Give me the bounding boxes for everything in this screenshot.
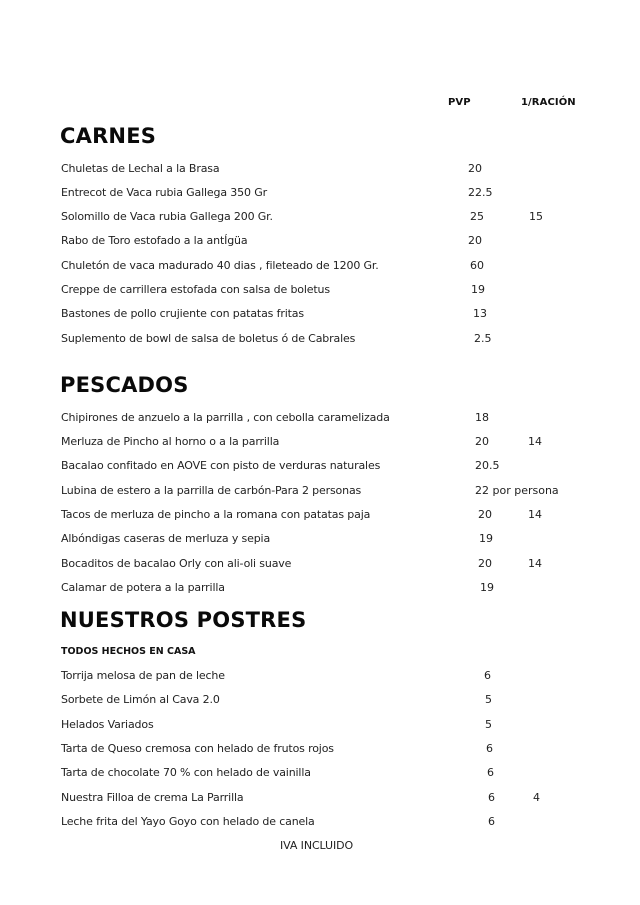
item-name: Tarta de chocolate 70 % con helado de vainilla	[61, 766, 311, 779]
item-price: 6	[484, 669, 491, 682]
menu-item	[0, 814, 640, 830]
item-price: 22 por persona	[475, 484, 559, 497]
item-price: 19	[479, 532, 493, 545]
item-ration-price: 15	[529, 210, 543, 223]
vat-included-note: IVA INCLUIDO	[280, 839, 354, 852]
item-name: Albóndigas caseras de merluza y sepia	[61, 532, 271, 545]
menu-item	[0, 233, 640, 249]
item-name: Chuletas de Lechal a la Brasa	[61, 162, 220, 175]
item-name: Tacos de merluza de pincho a la romana con patatas paja	[61, 508, 371, 521]
item-name: Leche frita del Yayo Goyo con helado de canela	[61, 815, 315, 828]
item-price: 25	[470, 210, 484, 223]
item-name: Bacalao confitado en AOVE con pisto de verduras naturales	[61, 459, 381, 472]
item-name: Calamar de potera a la parrilla	[61, 581, 225, 594]
item-price: 6	[488, 791, 495, 804]
menu-item	[0, 556, 640, 572]
menu-item	[0, 483, 640, 499]
item-price: 18	[475, 411, 489, 424]
item-name: Nuestra Filloa de crema La Parrilla	[61, 791, 244, 804]
item-price: 60	[470, 259, 484, 272]
menu-item	[0, 765, 640, 781]
menu-item	[0, 410, 640, 426]
item-name: Chuletón de vaca madurado 40 dias , fileteado de 1200 Gr.	[61, 259, 379, 272]
menu-item	[0, 282, 640, 298]
menu-item	[0, 741, 640, 757]
menu-item	[0, 458, 640, 474]
menu-item	[0, 580, 640, 596]
menu-item	[0, 531, 640, 547]
menu-item	[0, 717, 640, 733]
item-name: Rabo de Toro estofado a la antÍgüa	[61, 234, 248, 247]
item-price: 19	[471, 283, 485, 296]
item-name: Bastones de pollo crujiente con patatas fritas	[61, 307, 304, 320]
item-ration-price: 4	[533, 791, 540, 804]
item-name: Chipirones de anzuelo a la parrilla , con cebolla caramelizada	[61, 411, 390, 424]
item-name: Merluza de Pincho al horno o a la parrilla	[61, 435, 280, 448]
item-name: Creppe de carrillera estofada con salsa de boletus	[61, 283, 330, 296]
item-name: Torrija melosa de pan de leche	[61, 669, 225, 682]
menu-item	[0, 434, 640, 450]
item-price: 13	[473, 307, 487, 320]
item-ration-price: 14	[528, 435, 542, 448]
menu-item	[0, 306, 640, 322]
section-title-carnes: CARNES	[60, 124, 157, 148]
item-name: Helados Variados	[61, 718, 154, 731]
item-name: Bocaditos de bacalao Orly con ali-oli suave	[61, 557, 292, 570]
item-price: 6	[487, 766, 494, 779]
menu-item	[0, 258, 640, 274]
item-name: Solomillo de Vaca rubia Gallega 200 Gr.	[61, 210, 273, 223]
item-price: 19	[480, 581, 494, 594]
item-ration-price: 14	[528, 508, 542, 521]
item-price: 2.5	[474, 332, 492, 345]
item-price: 22.5	[468, 186, 493, 199]
column-header-pvp: PVP	[448, 97, 471, 108]
item-ration-price: 14	[528, 557, 542, 570]
item-price: 20	[478, 557, 492, 570]
item-name: Entrecot de Vaca rubia Gallega 350 Gr	[61, 186, 267, 199]
item-price: 5	[485, 718, 492, 731]
menu-item	[0, 185, 640, 201]
menu-item	[0, 161, 640, 177]
item-price: 20	[468, 162, 482, 175]
menu-item	[0, 209, 640, 225]
menu-item	[0, 692, 640, 708]
item-price: 6	[486, 742, 493, 755]
menu-item	[0, 790, 640, 806]
item-name: Lubina de estero a la parrilla de carbón-Para 2 personas	[61, 484, 362, 497]
section-subheading: TODOS HECHOS EN CASA	[61, 646, 196, 657]
section-title-pescados: PESCADOS	[60, 373, 189, 397]
item-price: 20	[475, 435, 489, 448]
item-price: 20.5	[475, 459, 500, 472]
item-name: Tarta de Queso cremosa con helado de frutos rojos	[61, 742, 334, 755]
section-title-postres: NUESTROS POSTRES	[60, 608, 307, 632]
item-price: 20	[468, 234, 482, 247]
menu-item	[0, 507, 640, 523]
item-price: 5	[485, 693, 492, 706]
menu-item	[0, 331, 640, 347]
menu-item	[0, 668, 640, 684]
item-name: Suplemento de bowl de salsa de boletus ó de Cabrales	[61, 332, 356, 345]
item-price: 6	[488, 815, 495, 828]
column-header-ration: 1/RACIÓN	[521, 97, 576, 108]
item-price: 20	[478, 508, 492, 521]
item-name: Sorbete de Limón al Cava 2.0	[61, 693, 220, 706]
